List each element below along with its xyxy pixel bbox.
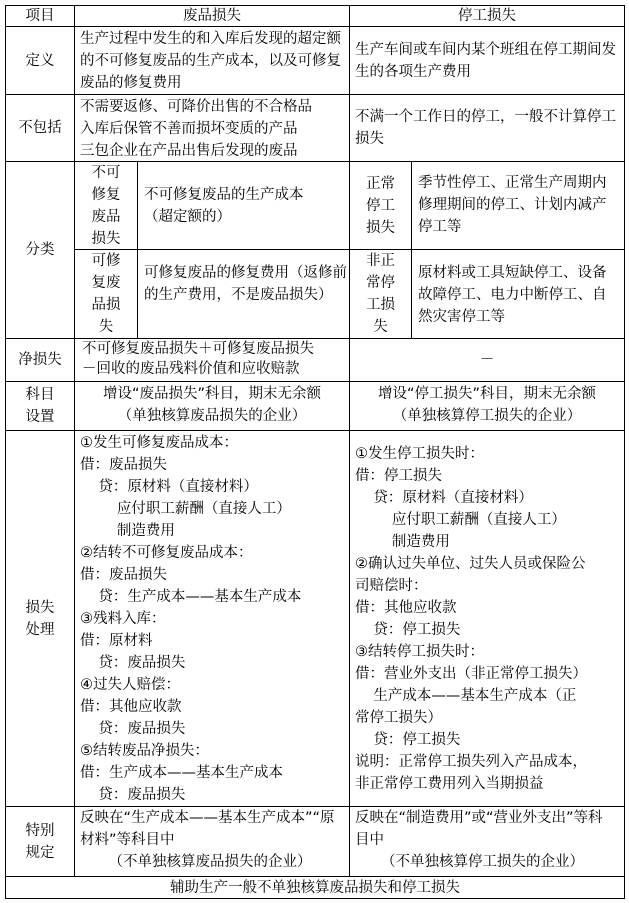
loss-treatment-stoppage: ①发生停工损失时： 借：停工损失 贷：原材料（直接材料） 应付职工薪酬（直接人工） 制造费用 ②确认过失单位、过失人员或保险公 司赔偿时： 借：其他应收款 贷：停工损失 ③结转停工损失时： 借：营业外支出（非正常停工损失） 生产成本——基本生产成本（正 常停工损失） 贷：停工损失 说明：正常停工损失列入产品成本， 非正常停工费用列入当期损益 [355,446,587,792]
repairable-scrap-label: 可修 复废 品损 失 [91,253,121,335]
net-loss-scrap: 不可修复废品损失＋可修复废品损失 －回收的废品残料价值和应收赔款 [82,341,314,377]
special-rules-note: （不单独核算废品损失的企业） [108,854,312,870]
normal-stoppage-text: 季节性停工、正常生产周期内修理期间的停工、计划内减产停工等 [418,175,607,235]
irreparable-scrap-text: 不可修复废品的生产成本 （超定额的） [144,187,304,225]
row-label-definition: 定义 [25,52,55,69]
special-rules-scrap [80,807,346,876]
definition-stoppage [355,27,620,94]
normal-stoppage-label: 正常 停工 损失 [366,175,395,236]
row-label-classification: 分类 [25,242,55,258]
footer-note: 辅助生产一般不单独核算废品损失和停工损失 [170,879,460,896]
col-divider-2 [349,5,350,876]
header-stoppage-loss: 停工损失 [458,8,516,24]
special-rules-stoppage-text [355,807,610,873]
abnormal-stoppage-text: 原材料或工具短缺停工、设备故障停工、电力中断停工、自然灾害停工等 [418,265,607,325]
repairable-scrap-text: 可修复废品的修复费用（返修前的生产费用，不是废品损失） [144,265,347,303]
row-label-account-setup: 科目 设置 [25,387,55,425]
exclusion-stoppage-text: 不满一个工作日的停工，一般不计算停工损失 [355,109,616,147]
col-divider-1 [74,5,75,876]
row-label-exclusion: 不包括 [18,120,62,136]
abnormal-stoppage-label: 非正 常停 工损 失 [366,253,395,335]
header-item: 项目 [25,8,55,24]
header-scrap-loss: 废品损失 [183,8,241,24]
row-label-special-rules: 特别 规定 [25,822,55,861]
special-rules-line: 反映在“生产成本——基本生产成本”“原材料”等科目中 [80,810,335,848]
special-rules-scrap-line1 [80,807,340,873]
account-setup-stoppage: 增设“停工损失”科目，期末无余额 （单独核算停工损失的企业） [377,386,597,424]
special-rules-stoppage [355,807,621,876]
irreparable-scrap-label: 不可 修复 废品 损失 [91,164,121,247]
special-rules-note: （不单独核算停工损失的企业） [381,854,584,870]
special-rules-line: 反映在“制造费用”或“营业外支出”等科目中 [355,810,603,848]
definition-stoppage-text: 生产车间或车间内某个班组在停工期间发生的各项生产费用 [355,41,616,80]
definition-scrap: 生产过程中发生的和入库后发现的超定额的不可修复废品的生产成本，以及可修复废品的修复费用 [80,31,341,91]
account-setup-scrap: 增设“废品损失”科目，期末无余额 （单独核算废品损失的企业） [102,386,322,424]
exclusion-stoppage [355,95,620,161]
row-label-loss-treatment: 损失 处理 [25,599,55,638]
row-divider [5,381,625,382]
row-label-net-loss: 净损失 [18,352,62,368]
loss-treatment-scrap: ①发生可修复废品成本： 借：废品损失 贷：原材料（直接材料） 应付职工薪酬（直接人工） 制造费用 ②结转不可修复废品成本： 借：废品损失 贷：生产成本——基本生产成本 ③残料入库： 借：原材料 贷：废品损失 ④过失人赔偿： 借：其他应收款 贷：废品损失 ⑤结转废品净损失： 借：生产成本——基本生产成本 贷：废品损失 [80,435,302,803]
table-border-right [624,5,625,899]
exclusion-scrap: 不需要返修、可降价出售的不合格品 入库后保管不善而损坏变质的产品 三包企业在产品出售后发现的废品 [80,99,312,159]
net-loss-stoppage: － [479,352,495,368]
row-divider [5,430,625,431]
